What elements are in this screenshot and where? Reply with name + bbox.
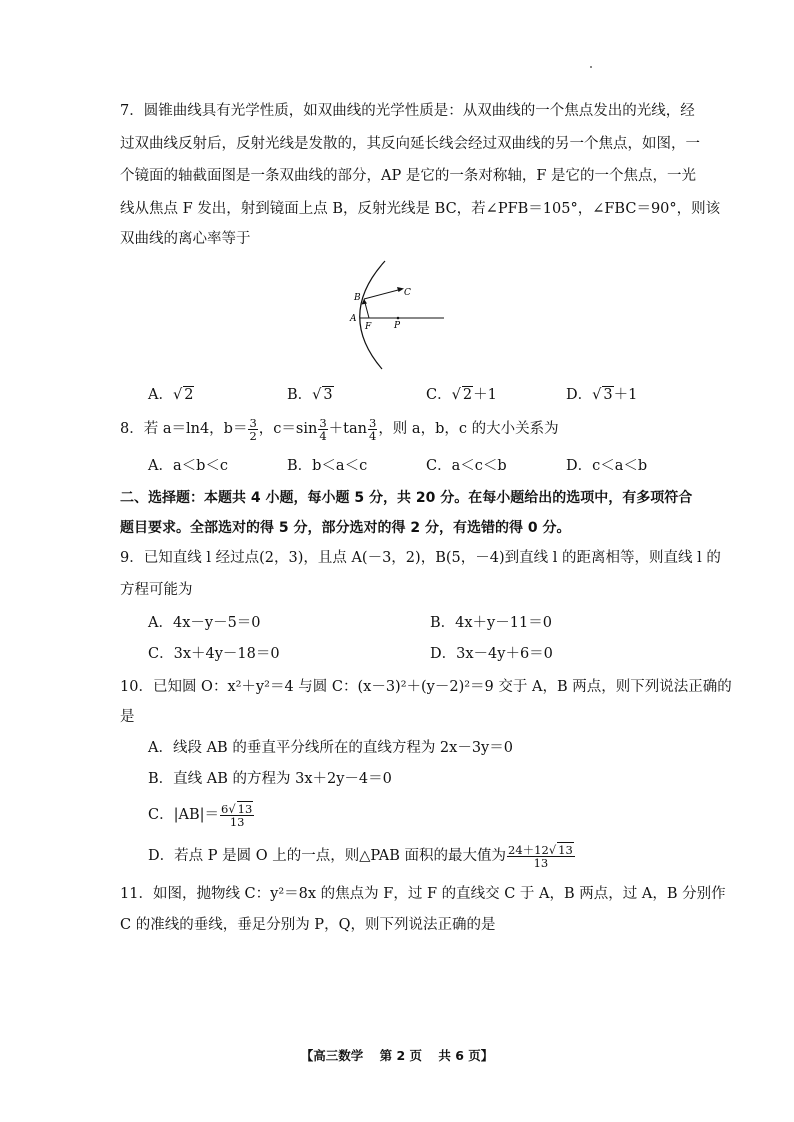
q9-option-d[interactable]: D．3x－4y＋6＝0 (430, 646, 553, 662)
q8-sin-num: 3 (319, 415, 327, 430)
q7-option-b-letter: B． (287, 387, 313, 403)
q7-option-b[interactable] (287, 385, 334, 405)
q8-sin-den: 4 (319, 428, 327, 443)
sqrt-icon: √ (548, 842, 557, 857)
label-p: P (394, 321, 401, 331)
q9-option-a[interactable]: A．4x－y－5＝0 (148, 615, 261, 631)
sqrt-icon: √ (592, 387, 602, 403)
q7-option-c[interactable] (426, 385, 497, 405)
q8-tan-num: 3 (368, 415, 377, 430)
q10-option-d[interactable] (148, 841, 576, 871)
hyperbola-figure (340, 255, 450, 373)
q10-option-c[interactable] (148, 800, 255, 830)
label-f: F (365, 322, 372, 332)
q9-option-b[interactable]: B．4x＋y－11＝0 (430, 615, 552, 631)
q7-option-a[interactable] (148, 385, 194, 405)
q8-tan-fraction (368, 417, 377, 442)
label-b: B (354, 293, 361, 303)
q7-option-b-radicand: 3 (323, 387, 333, 403)
q8-tan-den: 4 (368, 428, 377, 443)
page-footer (0, 1046, 794, 1064)
q10-line-2: 是 (120, 709, 135, 725)
q8-option-d[interactable]: D．c＜a＜b (566, 458, 648, 474)
q8-suffix: ，则 a，b，c 的大小关系为 (378, 421, 559, 437)
q11-line-2: C 的准线的垂线，垂足分别为 P，Q，则下列说法正确的是 (120, 917, 496, 933)
q8-b-num: 3 (249, 415, 257, 430)
q10-option-c-prefix: C．|AB|＝ (148, 807, 219, 823)
q7-option-d[interactable] (566, 385, 637, 405)
q8-mid1: ，c＝sin (258, 421, 318, 437)
q7-option-d-radicand: 3 (603, 387, 613, 403)
q8-option-c[interactable]: C．a＜c＜b (426, 458, 507, 474)
footer-page-number: 第 2 页 (379, 1048, 422, 1063)
hyperbola-branch (360, 261, 385, 369)
sqrt-icon: √ (312, 387, 322, 403)
q7-option-d-letter: D． (566, 387, 593, 403)
q10-option-d-num-pre: 24＋12 (508, 842, 549, 857)
q7-line-1: 7．圆锥曲线具有光学性质，如双曲线的光学性质是：从双曲线的一个焦点发出的光线，经 (120, 103, 695, 119)
q8-sin-fraction (318, 417, 327, 442)
q7-line-5: 双曲线的离心率等于 (120, 231, 251, 247)
point-p (397, 317, 400, 320)
q7-line-2: 过双曲线反射后，反射光线是发散的，其反向延长线会经过双曲线的另一个焦点，如图，一 (120, 136, 700, 152)
footer-subject: 【高三数学 (300, 1048, 364, 1063)
q8-option-a[interactable]: A．a＜b＜c (148, 458, 229, 474)
ray-bc (364, 289, 402, 299)
q7-option-c-extra: ＋1 (473, 387, 497, 403)
q10-option-c-coef: 6 (221, 801, 229, 816)
q7-option-a-letter: A． (148, 387, 173, 403)
section-2-heading-line-1: 二、选择题：本题共 4 小题，每小题 5 分，共 20 分。在每小题给出的选项中，有多项符合 (120, 490, 693, 506)
sqrt-icon: √ (451, 387, 461, 403)
sqrt-icon: √ (172, 387, 183, 403)
q8-stem (120, 415, 559, 443)
q10-option-d-prefix: D．若点 P 是圆 O 上的一点，则△PAB 面积的最大值为 (148, 848, 507, 864)
q10-option-d-num (507, 844, 575, 857)
q9-line-1: 9．已知直线 l 经过点(2，3)，且点 A(－3，2)，B(5，－4)到直线 l 的距离相等，则直线 l 的 (120, 550, 721, 566)
q8-prefix: 8．若 a＝ln4，b＝ (120, 421, 248, 437)
q10-option-c-den: 13 (229, 814, 245, 829)
q10-option-d-den: 13 (533, 855, 549, 870)
q10-line-1: 10．已知圆 O：x²＋y²＝4 与圆 C：(x－3)²＋(y－2)²＝9 交于 A，B 两点，则下列说法正确的 (120, 679, 732, 695)
q7-option-c-radicand: 2 (462, 387, 473, 403)
section-2-heading-line-2: 题目要求。全部选对的得 5 分，部分选对的得 2 分，有选错的得 0 分。 (120, 520, 571, 536)
q10-option-d-radicand: 13 (558, 842, 573, 857)
sqrt-icon: √ (228, 801, 236, 816)
q10-option-b[interactable]: B．直线 AB 的方程为 3x＋2y－4＝0 (148, 771, 392, 787)
q9-option-c[interactable]: C．3x＋4y－18＝0 (148, 646, 280, 662)
q8-b-den: 2 (249, 428, 257, 443)
q7-line-4: 线从焦点 F 发出，射到镜面上点 B，反射光线是 BC，若∠PFB＝105°，∠FBC＝90°，则该 (120, 201, 721, 217)
q7-option-c-letter: C． (426, 387, 452, 403)
q8-option-b[interactable]: B．b＜a＜c (287, 458, 368, 474)
scan-speck (590, 66, 592, 68)
ray-bc-arrow (397, 287, 404, 292)
q10-option-c-radicand: 13 (237, 801, 253, 816)
q8-mid2: ＋tan (328, 421, 367, 437)
q8-b-fraction (248, 417, 257, 442)
q7-option-d-extra: ＋1 (613, 387, 638, 403)
q10-option-d-fraction (507, 844, 575, 869)
q10-option-c-num (220, 803, 254, 816)
q10-option-c-fraction (220, 803, 254, 828)
q10-option-a[interactable]: A．线段 AB 的垂直平分线所在的直线方程为 2x－3y＝0 (148, 740, 513, 756)
label-a: A (350, 314, 357, 324)
footer-page-total: 共 6 页】 (438, 1048, 494, 1063)
q7-line-3: 个镜面的轴截面图是一条双曲线的部分，AP 是它的一条对称轴，F 是它的一个焦点，一光 (120, 168, 697, 184)
q9-line-2: 方程可能为 (120, 582, 193, 598)
label-c: C (404, 288, 411, 298)
q7-option-a-radicand: 2 (184, 387, 194, 403)
q11-line-1: 11．如图，抛物线 C：y²＝8x 的焦点为 F，过 F 的直线交 C 于 A，B 两点，过 A，B 分别作 (120, 886, 726, 902)
